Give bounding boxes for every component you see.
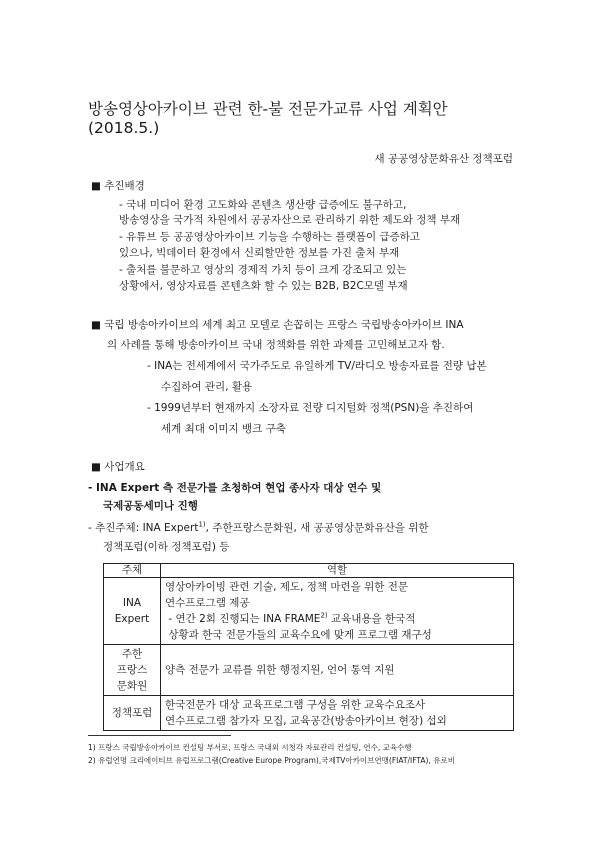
background-line-6: 상황에서, 영상자료를 콘텐츠화 할 수 있는 B2B, B2C모델 부재 [119,280,408,292]
overview-bold-line-2: 국제공동세미나 진행 [103,500,198,512]
overview-host-line-1 [88,521,429,535]
ina-intro-line-2: 의 사례를 통해 방송아카이브 국내 정책화를 위한 과제를 고민해보고자 함. [107,339,445,351]
background-line-1: - 국내 미디어 환경 고도화와 콘텐츠 생산량 급증에도 불구하고, [119,199,407,211]
footnote-1: 1) 프랑스 국립방송아카이브 컨설팅 부서로, 프랑스 국내외 시청각 자료관리 컨설팅, 연수, 교육수행 [88,743,412,752]
host-text-b: , 주한프랑스문화원, 새 공공영상문화유산을 위한 [205,522,429,534]
entity-line: 주한 [121,648,143,660]
entity-line: 문화원 [116,680,148,692]
table-row [104,645,514,696]
section-background-heading: ■ 추진배경 [91,180,145,192]
footnote-ref-2: 2) [320,611,328,620]
header-role: 역할 [161,564,514,578]
ina-bullet-2b: 세계 최대 이미지 뱅크 구축 [161,423,286,435]
ina-bullet-2a: - 1999년부터 현재까지 소장자료 전량 디지털화 정책(PSN)을 추진하여 [147,402,474,414]
overview-host-line-2: 정책포럼(이하 정책포럼) 등 [103,541,230,553]
organization-name: 새 공공영상문화유산 정책포럼 [374,153,513,165]
table-row [104,578,514,645]
footnote-ref-1: 1) [198,520,206,529]
role-line-cont: 교육내용을 한국적 [327,613,416,625]
entity-cell [104,578,161,645]
table-row [104,696,514,731]
role-line: 연수프로그램 제공 [165,597,250,609]
ina-intro-line-1: ■ 국립 방송아카이브의 세계 최고 모델로 손꼽히는 프랑스 국립방송아카이브 INA [91,319,464,331]
role-cell [161,578,514,645]
overview-bold-line-1: - INA Expert 측 전문가를 초청하여 현업 종사자 대상 연수 및 [88,482,382,494]
role-line: 한국전문가 대상 교육프로그램 구성을 위한 교육수요조사 [165,699,426,711]
role-line: 영상아카이빙 관련 기술, 제도, 정책 마련을 위한 전문 [165,581,409,593]
entity-line: 정책포럼 [111,707,153,719]
role-line: 상황과 한국 전문가들의 교육수요에 맞게 프로그램 재구성 [168,629,432,641]
entity-cell [104,696,161,731]
ina-bullet-1b: 수집하여 관리, 활용 [161,381,253,393]
document-title [88,100,448,138]
header-entity: 주체 [104,564,161,578]
role-cell [161,696,514,731]
footnote-divider [88,735,231,736]
role-line: 연수프로그램 참가자 모집, 교육공간(방송아카이브 현장) 섭외 [165,715,447,727]
title-main: 방송영상아카이브 관련 한-불 전문가교류 사업 계획안 [88,100,448,118]
background-line-2: 방송영상을 국가적 차원에서 공공자산으로 관리하기 위한 제도와 정책 부재 [119,214,461,226]
entity-line: Expert [114,613,150,625]
ina-bullet-1a: - INA는 전세계에서 국가주도로 유일하게 TV/라디오 방송자료를 전량 납본 [147,360,487,372]
title-date: (2018.5.) [88,119,160,137]
section-overview-heading: ■ 사업개요 [91,461,145,473]
entity-cell [104,645,161,696]
role-cell [161,645,514,696]
role-line: 양측 전문가 교류를 위한 행정지원, 언어 통역 지원 [165,664,395,676]
footnote-2: 2) 유럽연명 크리에이티브 유럽프로그램(Creative Europe Program),국제TV아카이브연맹(FIAT/IFTA), 유로비 [88,756,455,765]
host-text-a: - 추진주체: INA Expert [88,522,199,534]
background-line-5: - 출처를 불문하고 영상의 경제적 가치 등이 크게 강조되고 있는 [119,264,407,276]
background-line-4: 있으나, 빅데이터 환경에서 신뢰할만한 정보를 가진 출처 부재 [119,247,400,259]
entity-line: 프랑스 [116,664,148,676]
role-line: - 연간 2회 진행되는 INA FRAME [168,613,321,625]
roles-table [103,563,514,731]
background-line-3: - 유튜브 등 공공영상아카이브 기능을 수행하는 플랫폼이 급증하고 [119,231,421,243]
table-header-row [104,564,514,578]
entity-line: INA [122,597,142,609]
